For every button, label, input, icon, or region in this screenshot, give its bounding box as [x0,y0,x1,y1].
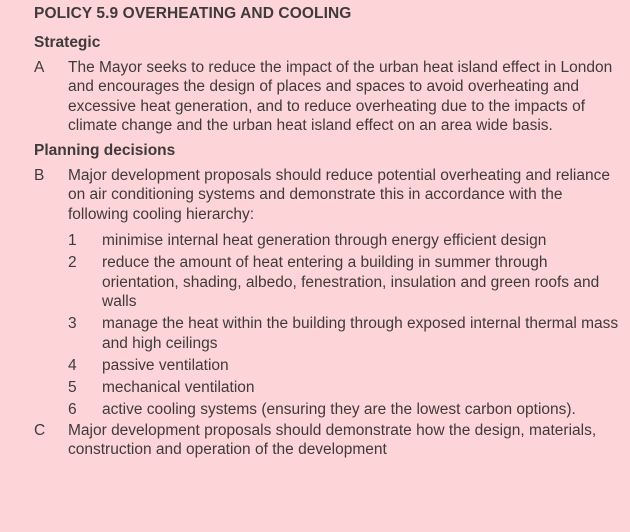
clause-b [34,166,630,224]
list-item [68,253,630,311]
list-item-number: 6 [68,401,77,419]
list-item-text: active cooling systems (ensuring they are the lowest carbon options). [102,401,576,419]
cooling-hierarchy-list [68,231,630,420]
list-item-text: passive ventilation [102,356,229,374]
list-item-number: 5 [68,379,77,397]
list-item-number: 1 [68,232,77,250]
list-item [68,378,630,397]
section-heading-strategic: Strategic [34,34,101,51]
section-heading-planning-decisions: Planning decisions [34,142,176,160]
list-item-number: 2 [68,254,77,272]
list-item-text: mechanical ventilation [102,379,255,397]
policy-title: POLICY 5.9 OVERHEATING AND COOLING [34,5,352,22]
list-item-text: reduce the amount of heat entering a building in summer through orientation, shading, albedo, fenestration, insulation and green roofs and walls [102,254,600,310]
list-item-text: manage the heat within the building through exposed internal thermal mass and high ceilings [102,315,619,352]
clause-text: Major development proposals should reduce potential overheating and reliance on air conditioning systems and demonstrate this in accordance with the following cooling hierarchy: [68,167,610,223]
list-item-number: 3 [68,315,77,333]
list-item [68,356,630,375]
clause-letter: B [34,167,45,185]
list-item [68,314,630,353]
list-item-number: 4 [68,356,77,374]
list-item-text: minimise internal heat generation through energy efficient design [102,232,547,250]
clause-c [34,421,630,460]
list-item [68,231,630,250]
clause-letter: C [34,421,46,439]
clause-text: The Mayor seeks to reduce the impact of the urban heat island effect in London and encourages the design of places and spaces to avoid overheating and excessive heat generation, and to reduce overheating due to the impacts of climate change and the urban heat island effect on an area wide basis. [68,59,613,134]
list-item [68,400,630,419]
clause-letter: A [34,59,45,76]
clause-text: Major development proposals should demonstrate how the design, materials, construction and operation of the development [68,421,597,459]
clause-a [34,58,630,135]
